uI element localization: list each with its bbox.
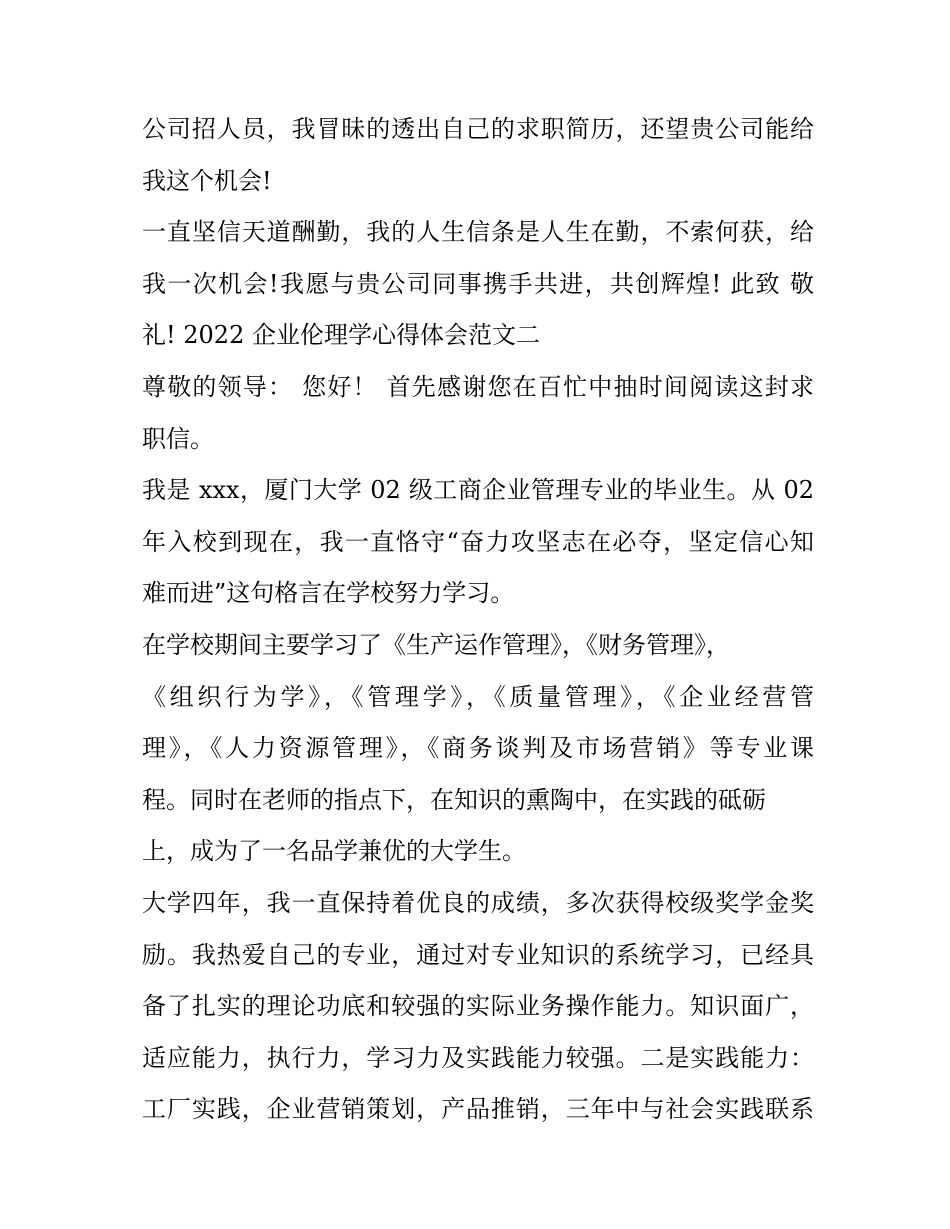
document-body <box>142 104 814 1136</box>
text-line-9: 年入校到现在，我一直恪守“奋力攻坚志在必夺，坚定信心知 <box>142 527 814 556</box>
text-line-17: 励。我热爱自己的专业，通过对专业知识的系统学习，已经具 <box>142 940 814 969</box>
text-line-10: 难而进”这句格言在学校努力学习。 <box>142 579 515 608</box>
text-line-15: 上，成为了一名品学兼优的大学生。 <box>142 837 526 866</box>
text-line-19: 适应能力，执行力，学习力及实践能力较强。二是实践能力： <box>142 1043 814 1072</box>
text-line-8: 我是 xxx，厦门大学 02 级工商企业管理专业的毕业生。从 02 <box>142 476 814 505</box>
text-line-14: 程。同时在老师的指点下，在知识的熏陶中，在实践的砥砺 <box>142 785 766 814</box>
text-line-11: 在学校期间主要学习了《生产运作管理》，《财务管理》， <box>142 630 730 659</box>
text-line-2: 我这个机会! <box>142 166 272 195</box>
text-line-16: 大学四年，我一直保持着优良的成绩，多次获得校级奖学金奖 <box>142 888 814 917</box>
text-line-4: 我一次机会!我愿与贵公司同事携手共进，共创辉煌! 此致 敬 <box>142 269 814 298</box>
text-line-20: 工厂实践，企业营销策划，产品推销，三年中与社会实践联系 <box>142 1095 814 1124</box>
text-line-13: 理》，《人力资源管理》，《商务谈判及市场营销》等专业课 <box>142 734 814 763</box>
text-line-7: 职信。 <box>142 424 214 453</box>
text-line-3: 一直坚信天道酬勤，我的人生信条是人生在勤，不索何获，给 <box>142 218 814 247</box>
text-line-12: 《组织行为学》，《管理学》，《质量管理》，《企业经营管 <box>142 682 814 711</box>
text-line-1: 公司招人员，我冒昧的透出自己的求职简历，还望贵公司能给 <box>142 115 814 143</box>
text-line-6: 尊敬的领导： 您好！ 首先感谢您在百忙中抽时间阅读这封求 <box>142 372 814 401</box>
text-line-18: 备了扎实的理论功底和较强的实际业务操作能力。知识面广， <box>142 992 814 1021</box>
text-line-5: 礼! 2022 企业伦理学心得体会范文二 <box>142 321 540 350</box>
